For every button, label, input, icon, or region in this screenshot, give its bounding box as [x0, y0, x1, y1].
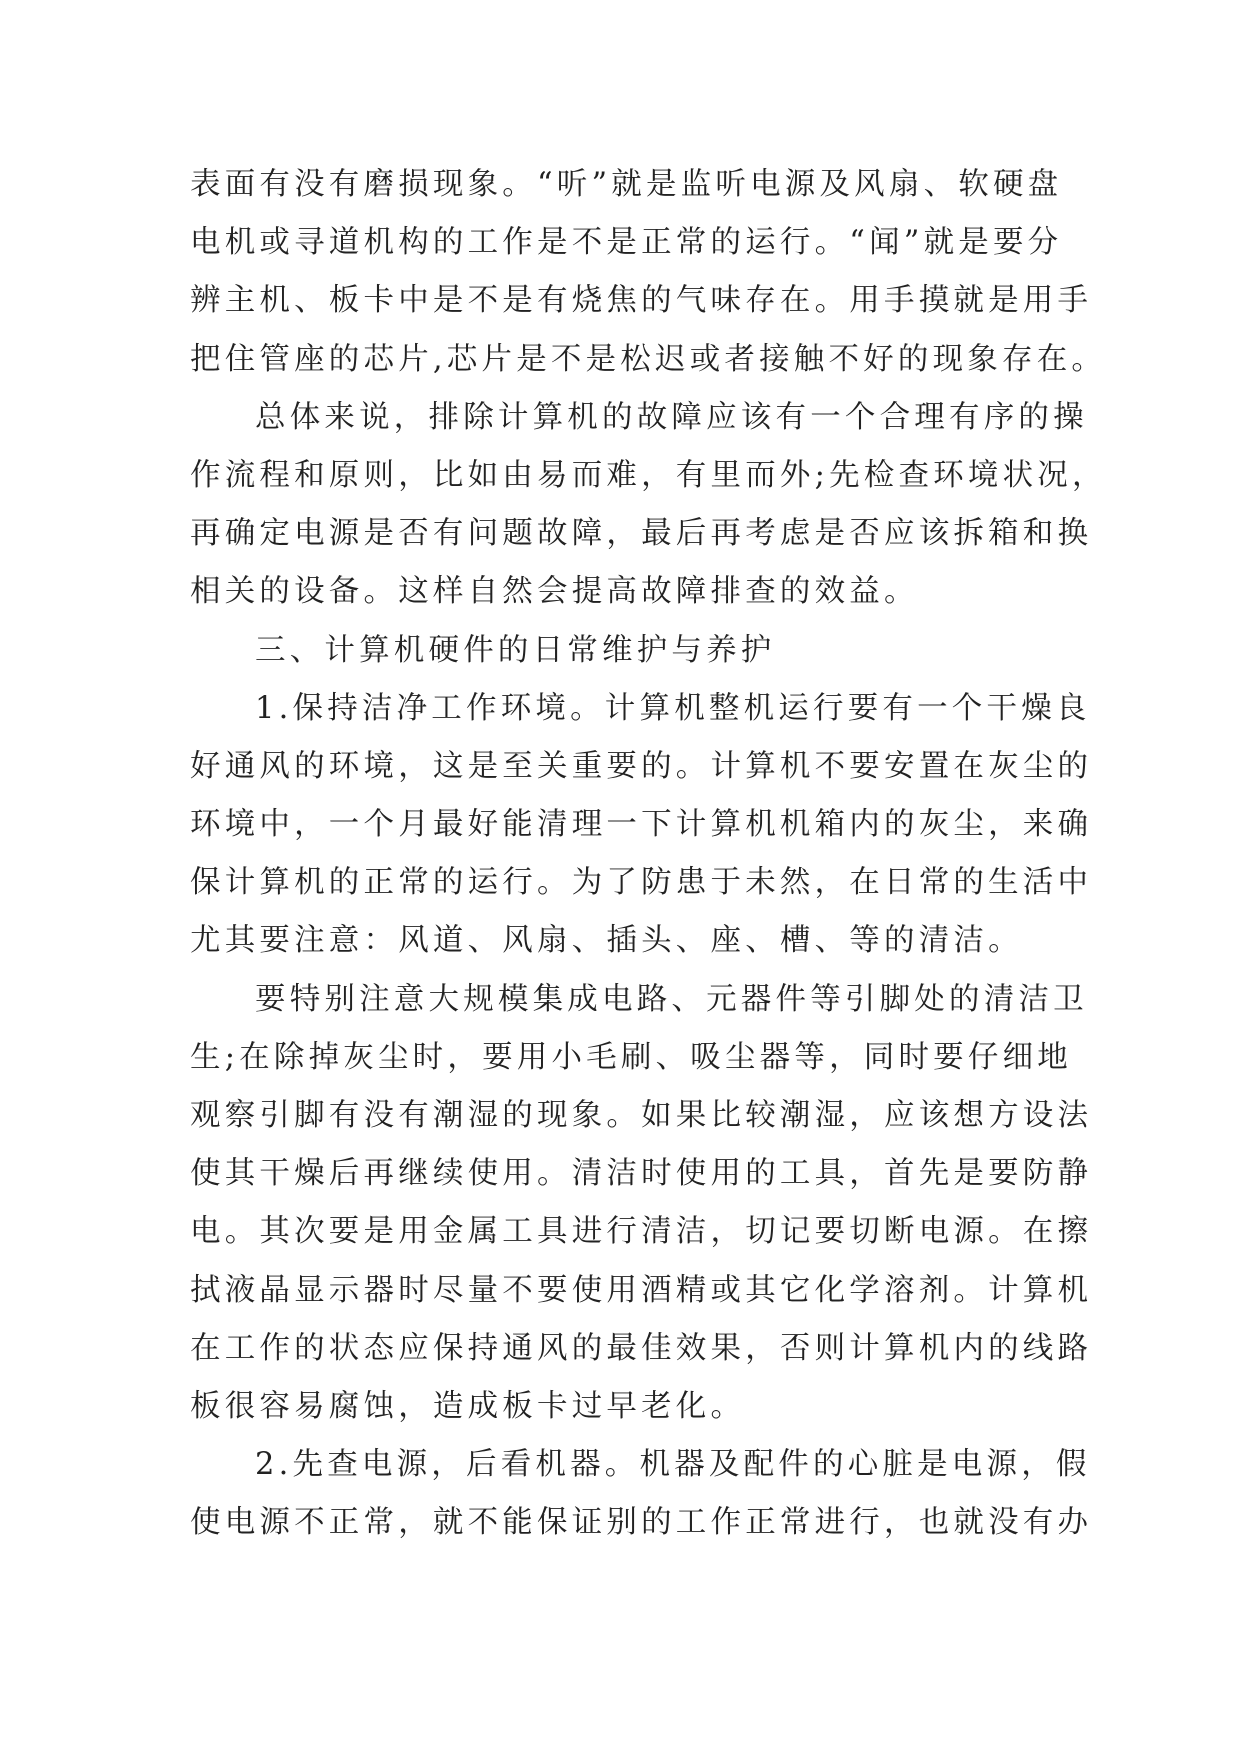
text-line: 保计算机的正常的运行。为了防患于未然，在日常的生活中 — [190, 865, 1093, 901]
text-line: 好通风的环境，这是至关重要的。计算机不要安置在灰尘的 — [190, 748, 1093, 784]
section-heading: 三、计算机硬件的日常维护与养护 — [255, 632, 776, 668]
paragraph-first-line: 1.保持洁净工作环境。计算机整机运行要有一个干燥良 — [255, 690, 1091, 726]
text-line: 表面有没有磨损现象。“听”就是监听电源及风扇、软硬盘 — [190, 167, 1063, 202]
text-line: 在工作的状态应保持通风的最佳效果，否则计算机内的线路 — [190, 1330, 1093, 1366]
text-line: 作流程和原则，比如由易而难，有里而外;先检查环境状况， — [190, 457, 1107, 493]
text-line: 电。其次要是用金属工具进行清洁，切记要切断电源。在擦 — [190, 1214, 1093, 1250]
text-line: 把住管座的芯片,芯片是不是松迟或者接触不好的现象存在。 — [190, 341, 1107, 377]
text-line: 再确定电源是否有问题故障，最后再考虑是否应该拆箱和换 — [190, 516, 1093, 552]
paragraph-first-line: 2.先查电源，后看机器。机器及配件的心脏是电源，假 — [255, 1447, 1091, 1483]
text-line: 使其干燥后再继续使用。清洁时使用的工具，首先是要防静 — [190, 1156, 1093, 1192]
text-line: 使电源不正常，就不能保证别的工作正常进行，也就没有办 — [190, 1505, 1093, 1541]
text-line: 板很容易腐蚀，造成板卡过早老化。 — [190, 1388, 746, 1424]
body-text — [190, 156, 1107, 1553]
text-line: 观察引脚有没有潮湿的现象。如果比较潮湿，应该想方设法 — [190, 1098, 1093, 1133]
paragraph-first-line: 总体来说，排除计算机的故障应该有一个合理有序的操 — [255, 399, 1088, 435]
text-line: 电机或寻道机构的工作是不是正常的运行。“闻”就是要分 — [190, 225, 1063, 261]
text-line: 拭液晶显示器时尽量不要使用酒精或其它化学溶剂。计算机 — [190, 1272, 1093, 1308]
text-line: 环境中，一个月最好能清理一下计算机机箱内的灰尘，来确 — [190, 807, 1093, 843]
paragraph-first-line: 要特别注意大规模集成电路、元器件等引脚处的清洁卫 — [255, 981, 1088, 1017]
text-line: 辨主机、板卡中是不是有烧焦的气味存在。用手摸就是用手 — [190, 283, 1093, 319]
text-line: 尤其要注意：风道、风扇、插头、座、槽、等的清洁。 — [190, 923, 1023, 959]
text-line: 生;在除掉灰尘时，要用小毛刷、吸尘器等，同时要仔细地 — [190, 1039, 1072, 1075]
text-line: 相关的设备。这样自然会提高故障排查的效益。 — [190, 574, 919, 610]
